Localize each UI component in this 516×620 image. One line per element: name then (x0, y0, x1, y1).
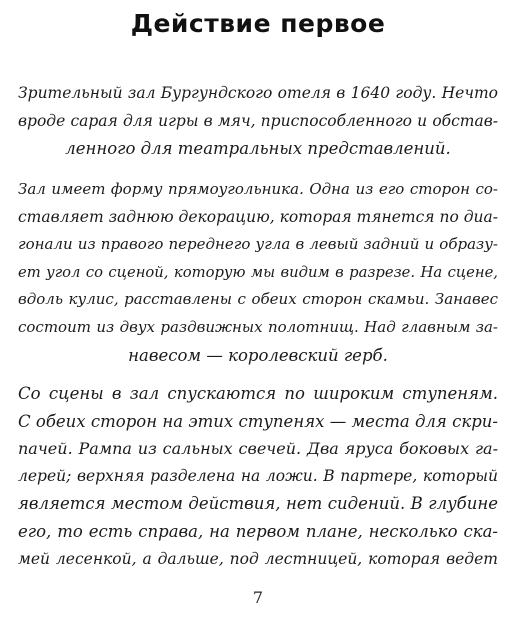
text-line: лерей; верхняя разделена на ложи. В партере, который (18, 466, 498, 485)
text-line: его, то есть справа, на первом плане, несколько ска- (18, 521, 498, 541)
text-line: мей лесенкой, а дальше, под лестницей, которая ведет (18, 549, 498, 568)
text-line: ет угол со сценой, которую мы видим в разрезе. На сцене, (18, 263, 498, 281)
text-line: является местом действия, нет сидений. В глубине (18, 494, 498, 514)
text-line: Со сцены в зал спускаются по широким ступеням. (18, 384, 498, 403)
paragraph (18, 80, 498, 163)
text-line: Зал имеет форму прямоугольника. Одна из его сторон со- (18, 180, 498, 198)
text-line: состоит из двух раздвижных полотнищ. Над главным за- (18, 317, 498, 336)
chapter-title: Действие первое (130, 9, 386, 38)
text-line: вдоль кулис, расставлены с обеих сторон скамьи. Занавес (18, 290, 498, 309)
text-line: гонали из правого переднего угла в левый задний и образу- (18, 235, 498, 254)
text-line: Зрительный зал Бургундского отеля в 1640 году. Нечто (18, 84, 498, 102)
text-line: ленного для театральных представлений. (65, 139, 451, 159)
paragraph (18, 380, 498, 573)
text-line: пачей. Рампа из сальных свечей. Два яруса боковых га- (18, 439, 498, 459)
text-line: вроде сарая для игры в мяч, приспособленного и обстав- (18, 111, 498, 130)
text-line: ставляет заднюю декорацию, которая тянется по диа- (18, 207, 498, 226)
text-line: навесом — королевский герб. (128, 345, 388, 365)
page-number: 7 (252, 588, 264, 607)
text-line: С обеих сторон на этих ступенях — места для скри- (18, 411, 498, 431)
paragraph (18, 176, 498, 369)
